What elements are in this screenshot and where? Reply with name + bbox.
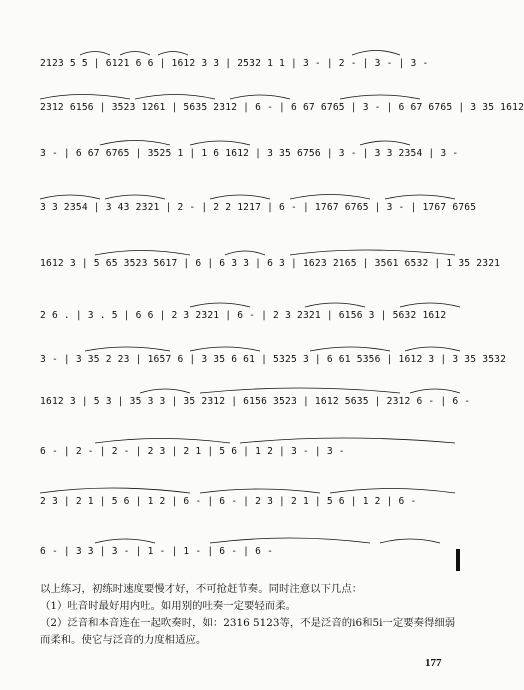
notation-line-6 [40,296,462,336]
notation-line-8 [40,382,471,422]
notation-text: 3 3 2354 | 3 43 2321 | 2 - | 2 2 1217 | 6 - | 1767 6765 | 3 - | 1767 6765 [40,202,477,213]
final-barline [456,549,460,571]
notation-text: 1612 3 | 5 65 3523 5617 | 6 | 6 3 3 | 6 3 | 1623 2165 | 3561 6532 | 1 35 2321 [40,258,501,269]
notation-line-11 [40,532,462,572]
notation-text: 1612 3 | 5 3 | 35 3 3 | 35 2312 | 6156 3523 | 1612 5635 | 2312 6 - | 6 - [40,396,471,407]
notation-text: 2 6 . | 3 . 5 | 6 6 | 2 3 2321 | 6 - | 2 3 2321 | 6156 3 | 5632 1612 [40,310,447,321]
notation-line-3 [40,134,462,174]
notation-text: 3 - | 3 35 2 23 | 1657 6 | 3 35 6 61 | 5325 3 | 6 61 5356 | 1612 3 | 3 35 3532 [40,354,507,365]
instruction-line-1: 以上练习，初练时速度要慢才好，不可抢赶节奏。同时注意以下几点： [40,583,363,595]
notation-text: 2312 6156 | 3523 1261 | 5635 2312 | 6 - | 6 67 6765 | 3 - | 6 67 6765 | 3 35 1612 [40,102,524,113]
notation-line-5 [40,244,501,284]
notation-text: 2123 5 5 | 6121 6 6 | 1612 3 3 | 2532 1 1 | 3 - | 2 - | 3 - | 3 - [40,58,429,69]
notation-text: 6 - | 3 3 | 3 - | 1 - | 1 - | 6 - | 6 - [40,546,274,557]
notation-line-1 [40,44,462,84]
notation-text: 6 - | 2 - | 2 - | 2 3 | 2 1 | 5 6 | 1 2 | 3 - | 3 - [40,446,345,457]
notation-text: 3 - | 6 67 6765 | 3525 1 | 1 6 1612 | 3 35 6756 | 3 - | 3 3 2354 | 3 - [40,148,459,159]
notation-line-7 [40,340,507,380]
instruction-line-3: （2）泛音和本音连在一起吹奏时，如：2316 5123等，不是泛音的i6和5i一定要奏得细弱 [40,617,456,629]
notation-line-2 [40,88,524,128]
notation-line-9 [40,432,462,472]
instruction-line-2: （1）吐音时最好用内吐。如用别的吐奏一定要轻而柔。 [40,600,296,612]
notation-text: 2 3 | 2 1 | 5 6 | 1 2 | 6 - | 6 - | 2 3 | 2 1 | 5 6 | 1 2 | 6 - [40,496,417,507]
notation-line-4 [40,188,477,228]
page-number: 177 [425,657,442,669]
instruction-line-4: 而柔和。使它与泛音的力度相适应。 [40,634,207,646]
notation-line-10 [40,482,462,522]
